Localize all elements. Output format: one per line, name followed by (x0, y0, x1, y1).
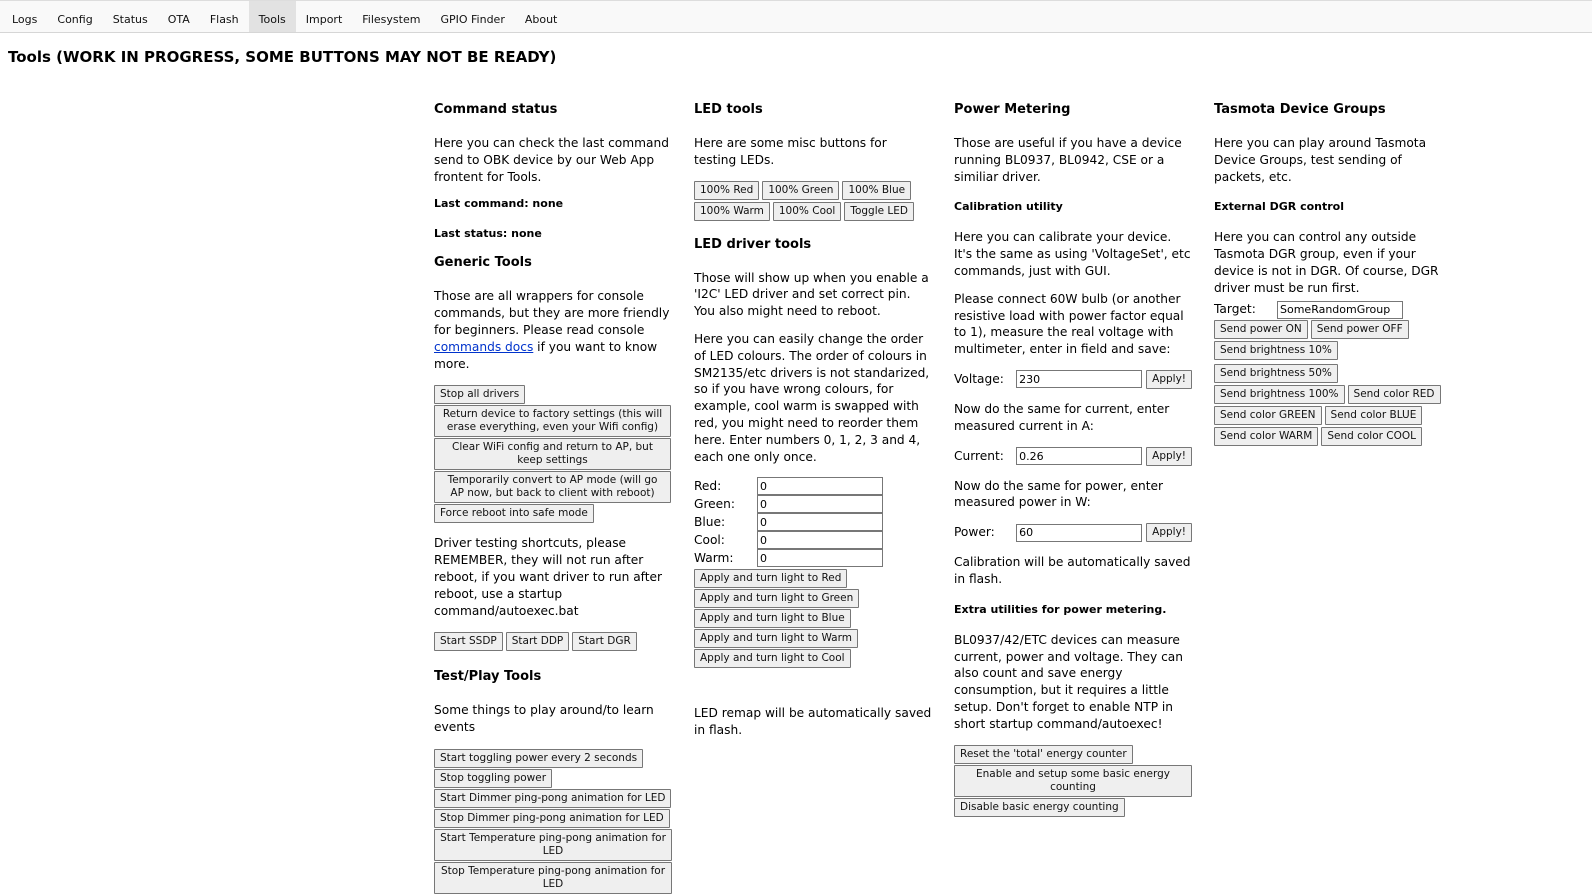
led-driver-heading: LED driver tools (694, 236, 812, 252)
send-power-on-button[interactable]: Send power ON (1214, 320, 1308, 339)
led-blue-button[interactable]: 100% Blue (842, 181, 911, 200)
tab-ota[interactable]: OTA (167, 13, 190, 26)
apply-green-button[interactable]: Apply and turn light to Green (694, 589, 859, 608)
extra-utilities-text: BL0937/42/ETC devices can measure current, power and voltage. They can also count and save energy consumption, but it requires a little setup. Don't forget to enable NTP in short startup command/autoexec! (954, 632, 1183, 731)
external-dgr-heading: External DGR control (1214, 200, 1344, 214)
send-color-green-button[interactable]: Send color GREEN (1214, 406, 1322, 425)
column-led-tools (694, 101, 932, 750)
current-text: Now do the same for current, enter measured current in A: (954, 401, 1170, 433)
send-color-warm-button[interactable]: Send color WARM (1214, 427, 1318, 446)
warm-order-input[interactable] (757, 549, 883, 567)
clear-wifi-button[interactable]: Clear WiFi config and return to AP, but keep settings (434, 438, 671, 470)
commands-docs-link[interactable]: commands docs (434, 339, 534, 354)
current-label: Current: (954, 448, 1004, 463)
send-color-red-button[interactable]: Send color RED (1348, 385, 1441, 404)
send-brightness-10-button[interactable]: Send brightness 10% (1214, 341, 1338, 360)
stop-temperature-pingpong-button[interactable]: Stop Temperature ping-pong animation for LED (434, 862, 672, 894)
generic-tools-heading: Generic Tools (434, 255, 532, 271)
tab-filesystem[interactable]: Filesystem (362, 13, 421, 26)
tab-tools[interactable]: Tools (249, 1, 296, 32)
tab-gpio-finder[interactable]: GPIO Finder (440, 13, 505, 26)
red-label: Red: (694, 478, 722, 493)
column-command-status (434, 101, 672, 895)
extra-utilities-heading: Extra utilities for power metering. (954, 602, 1167, 616)
start-ssdp-button[interactable]: Start SSDP (434, 632, 503, 651)
voltage-apply-button[interactable]: Apply! (1146, 370, 1192, 389)
stop-all-drivers-button[interactable]: Stop all drivers (434, 385, 525, 404)
led-tools-heading: LED tools (694, 102, 763, 117)
command-status-heading: Command status (434, 102, 558, 117)
generic-tools-text-a: Those are all wrappers for console commands, but they are more friendly for beginners. Please read console (434, 289, 670, 337)
tab-flash[interactable]: Flash (209, 13, 239, 26)
tab-about[interactable]: About (524, 13, 558, 26)
command-status-text: Here you can check the last command send to OBK device by our Web App frontent for Tools. (434, 136, 669, 184)
temp-ap-mode-button[interactable]: Temporarily convert to AP mode (will go AP now, but back to client with reboot) (434, 471, 671, 503)
led-cool-button[interactable]: 100% Cool (773, 202, 841, 221)
led-remap-footer: LED remap will be automatically saved in flash. (694, 706, 932, 738)
apply-warm-button[interactable]: Apply and turn light to Warm (694, 629, 858, 648)
generic-tools-text-b: if you want to know more. (434, 339, 658, 371)
blue-order-input[interactable] (757, 513, 883, 531)
power-text-2: Now do the same for power, enter measured power in W: (954, 478, 1163, 510)
voltage-label: Voltage: (954, 372, 1004, 387)
column-device-groups (1214, 101, 1452, 448)
page-title: Tools (WORK IN PROGRESS, SOME BUTTONS MAY NOT BE READY) (8, 48, 557, 66)
green-order-input[interactable] (757, 495, 883, 513)
start-temperature-pingpong-button[interactable]: Start Temperature ping-pong animation for LED (434, 829, 672, 861)
target-group-input[interactable] (1277, 301, 1403, 319)
send-power-off-button[interactable]: Send power OFF (1311, 320, 1409, 339)
tab-import[interactable]: Import (305, 13, 343, 26)
stop-dimmer-pingpong-button[interactable]: Stop Dimmer ping-pong animation for LED (434, 809, 670, 828)
tab-status[interactable]: Status (112, 13, 148, 26)
current-apply-button[interactable]: Apply! (1146, 447, 1192, 466)
apply-cool-button[interactable]: Apply and turn light to Cool (694, 649, 851, 668)
calibration-saved-text: Calibration will be automatically saved in flash. (954, 555, 1191, 586)
connect-bulb-text: Please connect 60W bulb (or another resistive load with power factor equal to 1), measure the real voltage with multimeter, enter in field and save: (954, 291, 1184, 357)
generic-tools-text (434, 288, 672, 372)
power-label: Power: (954, 525, 995, 540)
cool-label: Cool: (694, 532, 725, 547)
current-input[interactable] (1016, 447, 1142, 465)
test-play-heading: Test/Play Tools (434, 669, 542, 685)
dgr-text: Here you can play around Tasmota Device Groups, test sending of packets, etc. (1214, 136, 1427, 184)
last-command: Last command: none (434, 197, 564, 211)
start-ddp-button[interactable]: Start DDP (506, 632, 570, 651)
target-label: Target: (1214, 302, 1256, 317)
cool-order-input[interactable] (757, 531, 883, 549)
send-brightness-100-button[interactable]: Send brightness 100% (1214, 385, 1345, 404)
top-nav (0, 0, 1592, 33)
driver-shortcuts-text: Driver testing shortcuts, please REMEMBER, they will not run after reboot, if you want driver to run after reboot, use a startup command/autoexec.bat (434, 536, 663, 618)
toggle-led-button[interactable]: Toggle LED (844, 202, 914, 221)
tab-logs[interactable]: Logs (12, 13, 38, 26)
apply-blue-button[interactable]: Apply and turn light to Blue (694, 609, 851, 628)
power-apply-button[interactable]: Apply! (1146, 523, 1192, 542)
factory-reset-button[interactable]: Return device to factory settings (this will erase everything, even your Wifi config) (434, 405, 671, 437)
send-color-cool-button[interactable]: Send color COOL (1321, 427, 1422, 446)
calibration-heading: Calibration utility (954, 200, 1063, 214)
safe-mode-reboot-button[interactable]: Force reboot into safe mode (434, 504, 594, 523)
enable-energy-counting-button[interactable]: Enable and setup some basic energy counting (954, 765, 1192, 797)
red-order-input[interactable] (757, 477, 883, 495)
disable-energy-counting-button[interactable]: Disable basic energy counting (954, 798, 1125, 817)
led-driver-text-2: Here you can easily change the order of LED colours. The order of colours in SM2135/etc drivers is not standarized, so if you have wrong colours, for example, cool warm is swapped with red, you might need to reorder them here. Enter numbers 0, 1, 2, 3 and 4, each one only once. (694, 331, 930, 464)
blue-label: Blue: (694, 514, 726, 529)
warm-label: Warm: (694, 550, 734, 565)
power-text: Those are useful if you have a device running BL0937, BL0942, CSE or a similiar driver. (954, 136, 1182, 184)
test-play-text: Some things to play around/to learn events (434, 703, 654, 735)
calibration-text: Here you can calibrate your device. It's the same as using 'VoltageSet', etc commands, just with GUI. (954, 230, 1191, 278)
column-power-metering (954, 101, 1192, 818)
stop-toggling-power-button[interactable]: Stop toggling power (434, 769, 552, 788)
send-color-blue-button[interactable]: Send color BLUE (1325, 406, 1423, 425)
led-driver-text-1: Those will show up when you enable a 'I2C' LED driver and set correct pin. You also might need to reboot. (694, 270, 929, 319)
led-remap-form (694, 477, 932, 567)
led-red-button[interactable]: 100% Red (694, 181, 759, 200)
send-brightness-50-button[interactable]: Send brightness 50% (1214, 364, 1338, 383)
last-status: Last status: none (434, 227, 542, 241)
start-dgr-button[interactable]: Start DGR (572, 632, 637, 651)
power-input[interactable] (1016, 524, 1142, 542)
dgr-heading: Tasmota Device Groups (1214, 102, 1386, 117)
power-heading: Power Metering (954, 102, 1071, 117)
reset-energy-counter-button[interactable]: Reset the 'total' energy counter (954, 745, 1133, 764)
green-label: Green: (694, 496, 736, 511)
external-dgr-text: Here you can control any outside Tasmota DGR group, even if your device is not in DGR. Of course, DGR driver must be run first. (1214, 230, 1439, 295)
led-tools-text: Here are some misc buttons for testing LEDs. (694, 136, 887, 167)
tab-config[interactable]: Config (57, 13, 93, 26)
apply-red-button[interactable]: Apply and turn light to Red (694, 569, 847, 588)
led-green-button[interactable]: 100% Green (762, 181, 839, 200)
start-toggling-power-button[interactable]: Start toggling power every 2 seconds (434, 749, 643, 768)
voltage-input[interactable] (1016, 370, 1142, 388)
led-warm-button[interactable]: 100% Warm (694, 202, 770, 221)
start-dimmer-pingpong-button[interactable]: Start Dimmer ping-pong animation for LED (434, 789, 671, 808)
